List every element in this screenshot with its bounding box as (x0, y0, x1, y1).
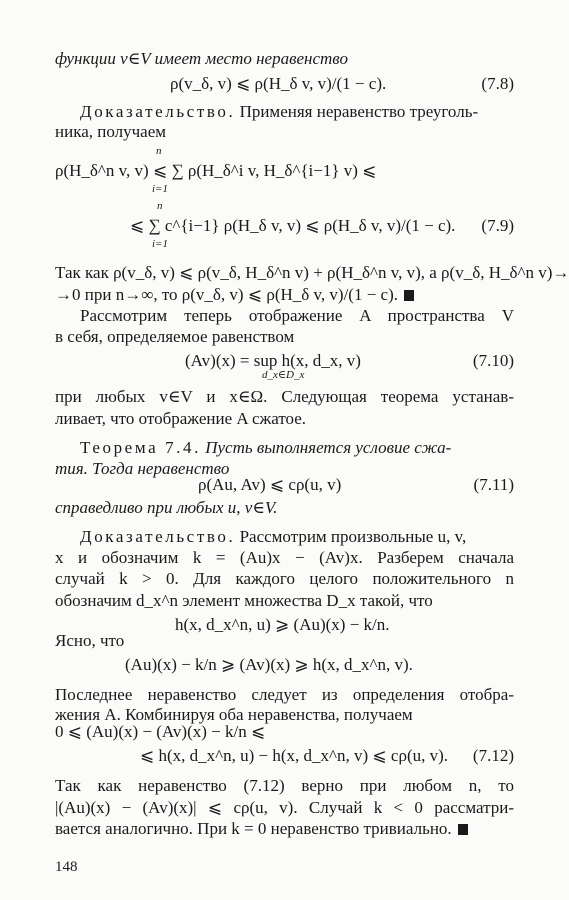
text-fragment: →0 при n→∞, то ρ(v_δ, v) ⩽ ρ(H_δ v, v)/(1 − c). (55, 285, 398, 304)
text-line: Последнее неравенство следует из определения отобра- (55, 685, 514, 704)
end-of-proof-icon (404, 290, 414, 301)
text-line: Рассмотрим теперь отображение A пространства V (80, 306, 514, 325)
text-line: при любых v∈V и x∈Ω. Следующая теорема устанав- (55, 387, 514, 406)
equation-chain: (Au)(x) − k/n ⩾ (Av)(x) ⩾ h(x, d_x^n, v). (125, 655, 413, 674)
text-line: жения A. Комбинируя оба неравенства, получаем (55, 705, 413, 724)
text-line: x и обозначим k = (Au)x − (Av)x. Разберем сначала (55, 548, 514, 567)
text-line (55, 818, 514, 840)
text-fragment: Применяя неравенство треуголь- (235, 102, 479, 121)
proof-label: Доказательство. (80, 527, 236, 546)
equation-number: (7.10) (472, 351, 514, 370)
sum-lower-limit: i=1 (152, 183, 168, 195)
end-of-proof-icon (458, 824, 468, 835)
text-line: функции v∈V имеет место неравенство (55, 49, 348, 68)
equation-number: (7.9) (481, 216, 514, 235)
text-line: в себя, определяемое равенством (55, 327, 295, 346)
sup-subscript: d_x∈D_x (262, 369, 305, 381)
text-line: |(Au)(x) − (Av)(x)| ⩽ cρ(u, v). Случай k < 0 рассматри- (55, 798, 514, 817)
text-line: ника, получаем (55, 122, 166, 141)
page-number: 148 (55, 859, 78, 875)
equation-7-9-line-1: ρ(H_δ^n v, v) ⩽ ∑ ρ(H_δ^i v, H_δ^{i−1} v) ⩽ (55, 161, 377, 180)
proof-heading-line (80, 526, 514, 548)
equation-7-8: ρ(v_δ, v) ⩽ ρ(H_δ v, v)/(1 − c). (170, 74, 387, 93)
equation-number: (7.12) (472, 746, 514, 765)
text-line: Ясно, что (55, 631, 125, 650)
sum-lower-limit: i=1 (152, 238, 168, 250)
theorem-label: Теорема 7.4. (80, 438, 201, 457)
text-line: Так как неравенство (7.12) верно при любом n, то (55, 776, 514, 795)
text-fragment: Рассмотрим произвольные u, v, (235, 527, 467, 546)
text-line: случай k > 0. Для каждого целого положительного n (55, 569, 514, 588)
theorem-heading-line (80, 437, 514, 459)
sum-upper-limit: n (156, 145, 162, 157)
equation-7-12-line-2: ⩽ h(x, d_x^n, u) − h(x, d_x^n, v) ⩽ cρ(u, v). (140, 746, 449, 765)
equation-7-12-line-1: 0 ⩽ (Au)(x) − (Av)(x) − k/n ⩽ (55, 722, 266, 741)
text-line (55, 284, 514, 306)
text-line: обозначим d_x^n элемент множества D_x такой, что (55, 591, 433, 610)
equation-number: (7.11) (473, 475, 514, 494)
text-line: ливает, что отображение A сжатое. (55, 409, 307, 428)
proof-heading-line (80, 101, 514, 123)
sum-upper-limit: n (157, 200, 163, 212)
equation-7-11: ρ(Au, Av) ⩽ cρ(u, v) (198, 475, 342, 494)
text-fragment: вается аналогично. При k = 0 неравенство тривиально. (55, 819, 452, 838)
equation-number: (7.8) (481, 74, 514, 93)
text-line: тия. Тогда неравенство (55, 459, 230, 478)
text-line: справедливо при любых u, v∈V. (55, 498, 278, 517)
text-line: Так как ρ(v_δ, v) ⩽ ρ(v_δ, H_δ^n v) + ρ(H_δ^n v, v), а ρ(v_δ, H_δ^n v)→ (55, 263, 569, 282)
proof-label: Доказательство. (80, 102, 236, 121)
equation-7-9-line-2: ⩽ ∑ c^{i−1} ρ(H_δ v, v) ⩽ ρ(H_δ v, v)/(1 − c). (130, 216, 456, 235)
equation-h: h(x, d_x^n, u) ⩾ (Au)(x) − k/n. (175, 615, 390, 634)
text-fragment: Пусть выполняется условие сжа- (200, 438, 452, 457)
equation-7-10: (Av)(x) = sup h(x, d_x, v) (185, 351, 361, 370)
